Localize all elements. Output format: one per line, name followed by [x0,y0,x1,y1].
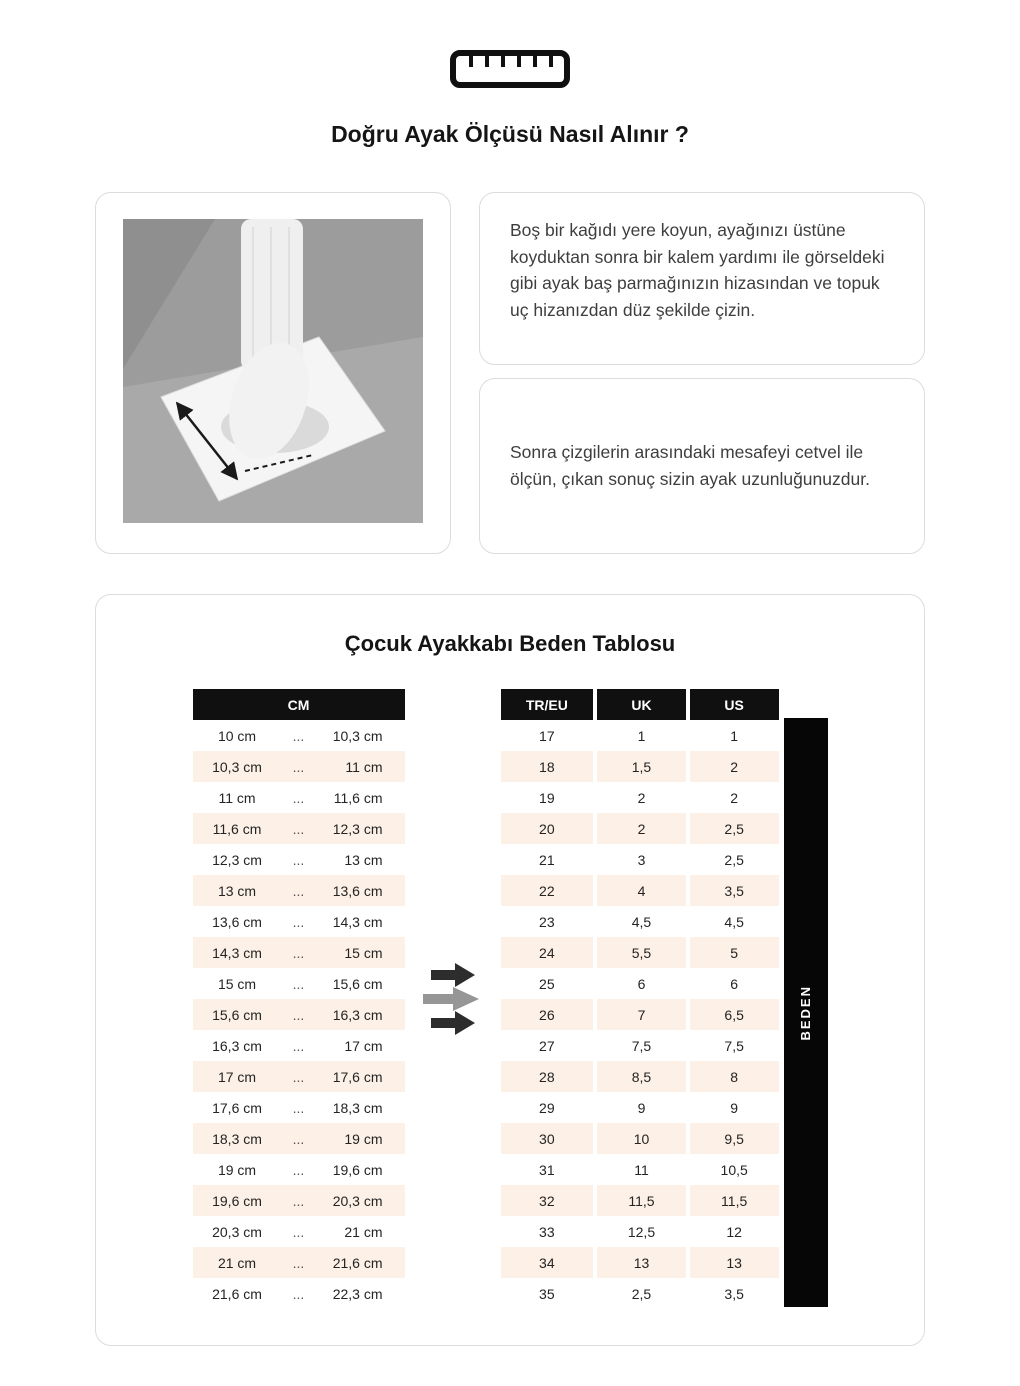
table-cell: 18 [501,751,594,782]
table-cell: 19 cm [315,1123,404,1154]
table-cell: ... [282,751,316,782]
table-cell: 13 cm [344,851,383,868]
table-cell: 1,5 [593,751,686,782]
table-cell: 15 cm [217,975,257,992]
table-cell: 7,5 [593,1030,686,1061]
table-cell: 8,5 [593,1061,686,1092]
table-row [501,1123,779,1154]
table-cell: 7,5 [686,1030,779,1061]
table-row [501,1185,779,1216]
table-row [501,1247,779,1278]
instruction-card-1 [479,192,925,365]
table-row [501,813,779,844]
table-cell: 13 [686,1247,779,1278]
table-cell: 19 [539,789,555,806]
table-row [193,813,405,844]
beden-label: BEDEN [798,984,813,1041]
table-cell: 2,5 [686,844,779,875]
table-cell: 16,3 cm [212,1037,262,1054]
table-cell: 8 [686,1061,779,1092]
table-row [501,906,779,937]
table-row [193,968,405,999]
table-cell: ... [282,1185,316,1216]
instruction-text-column [479,192,925,554]
table-cell: ... [282,1247,316,1278]
table-cell: 4,5 [593,906,686,937]
table-cell: 27 [539,1037,555,1054]
table-cell: 2 [593,813,686,844]
table-cell: 5,5 [593,937,686,968]
table-cell: 13 cm [193,875,282,906]
table-cell: ... [292,1285,305,1302]
table-cell: 26 [501,999,594,1030]
table-row [501,968,779,999]
table-row [193,720,405,751]
table-cell: 22,3 cm [332,1285,383,1302]
table-cell: 19,6 cm [332,1161,383,1178]
size-table-header-tr-eu: TR/EU [501,689,594,720]
table-cell: 2,5 [686,813,779,844]
table-cell: 15,6 cm [193,999,282,1030]
table-cell: 1 [593,720,686,751]
table-cell: 12,3 cm [212,851,262,868]
table-row [501,1061,779,1092]
table-cell: 1 [686,720,779,751]
instruction-card-2 [479,378,925,554]
table-cell: ... [292,913,305,930]
table-cell: 17,6 cm [212,1099,262,1116]
table-cell: 5 [686,937,779,968]
table-cell: 11,6 cm [333,789,383,806]
ruler-icon [449,48,571,95]
table-cell: 10 [593,1123,686,1154]
table-cell: ... [282,875,316,906]
table-cell: 23 [539,913,555,930]
table-cell: 18,3 cm [332,1099,383,1116]
table-row [501,720,779,751]
table-cell: 10 cm [217,727,257,744]
table-cell: 13 [593,1247,686,1278]
table-row [193,1030,405,1061]
table-cell: 6 [593,968,686,999]
table-row [501,875,779,906]
table-cell: 6 [686,968,779,999]
table-cell: 7 [593,999,686,1030]
table-cell: 11,6 cm [193,813,282,844]
table-cell: ... [292,1161,305,1178]
table-cell: 11,5 [593,1185,686,1216]
table-cell: 6,5 [686,999,779,1030]
table-cell: 17 [539,727,555,744]
table-cell: 15,6 cm [332,975,383,992]
foot-measurement-photo-card [95,192,451,554]
instruction-step-1: Boş bir kağıdı yere koyun, ayağınızı üstüne koyduktan sonra bir kalem yardımı ile görseldeki gibi ayak baş parmağınızın hizasından ve topuk uç hizanızdan düz şekilde çizin. [510,220,885,320]
table-row [193,1061,405,1092]
table-cell: 18,3 cm [193,1123,282,1154]
table-row [193,1216,405,1247]
instruction-section [95,192,925,554]
table-cell: ... [292,727,305,744]
table-cell: 21,6 cm [315,1247,404,1278]
table-cell: 2 [686,782,779,813]
table-row [193,782,405,813]
table-cell: 14,3 cm [193,937,282,968]
table-cell: 21 cm [193,1247,282,1278]
table-row [193,999,405,1030]
table-cell: ... [282,1123,316,1154]
table-cell: 11 cm [218,789,256,806]
table-cell: 15 cm [315,937,404,968]
table-row [501,1092,779,1123]
table-cell: ... [292,1037,305,1054]
table-cell: ... [282,999,316,1030]
table-cell: 21,6 cm [212,1285,262,1302]
table-cell: 21 [539,851,555,868]
table-cell: 20 [501,813,594,844]
table-cell: 12,3 cm [315,813,404,844]
table-row [193,937,405,968]
table-cell: ... [282,813,316,844]
size-table-card [95,594,925,1346]
table-row [501,1278,779,1309]
table-cell: 20,3 cm [315,1185,404,1216]
measure-guide-header [95,48,925,148]
table-cell: 10,3 cm [332,727,383,744]
table-cell: 3,5 [686,875,779,906]
instruction-step-2: Sonra çizgilerin arasındaki mesafeyi cetvel ile ölçün, çıkan sonuç sizin ayak uzunluğunuzdur. [510,442,870,489]
table-cell: 33 [539,1223,555,1240]
table-row [501,999,779,1030]
beden-vertical-label-bar [784,718,828,1307]
table-row [193,1247,405,1278]
table-cell: ... [292,975,305,992]
table-cell: 4 [593,875,686,906]
table-cell: 24 [501,937,594,968]
table-cell: ... [292,1099,305,1116]
table-cell: 4,5 [686,906,779,937]
table-cell: 11,5 [686,1185,779,1216]
table-cell: 30 [501,1123,594,1154]
table-cell: 13,6 cm [315,875,404,906]
table-cell: 9,5 [686,1123,779,1154]
table-row [193,1092,405,1123]
table-cell: 25 [539,975,555,992]
table-cell: 19 cm [217,1161,257,1178]
size-table-header-us: US [686,689,779,720]
table-cell: 21 cm [344,1223,383,1240]
table-row [193,751,405,782]
table-row [501,937,779,968]
table-row [501,844,779,875]
table-cell: 17,6 cm [315,1061,404,1092]
table-cell: 29 [539,1099,555,1116]
table-cell: ... [282,1061,316,1092]
table-cell: 17 cm [344,1037,383,1054]
table-cell: 16,3 cm [315,999,404,1030]
cm-table [193,689,405,1309]
table-row [193,1154,405,1185]
size-conversion-table [501,689,779,1309]
size-table-title: Çocuk Ayakkabı Beden Tablosu [344,631,676,656]
table-cell: 11 cm [315,751,404,782]
table-cell: 12,5 [593,1216,686,1247]
table-cell: ... [292,789,305,806]
table-cell: 34 [501,1247,594,1278]
table-row [193,1123,405,1154]
table-cell: 32 [501,1185,594,1216]
table-cell: 9 [593,1092,686,1123]
table-cell: ... [282,937,316,968]
table-row [501,782,779,813]
table-cell: ... [292,851,305,868]
table-cell: ... [292,1223,305,1240]
table-cell: 35 [539,1285,555,1302]
table-row [193,906,405,937]
table-cell: 10,3 cm [193,751,282,782]
table-cell: 2 [593,782,686,813]
table-row [193,1278,405,1309]
table-cell: 20,3 cm [212,1223,262,1240]
table-cell: 3 [593,844,686,875]
table-row [193,875,405,906]
table-cell: 10,5 [686,1154,779,1185]
table-cell: 14,3 cm [332,913,383,930]
size-table-header-uk: UK [593,689,686,720]
table-cell: 11 [593,1154,686,1185]
table-cell: 2 [686,751,779,782]
table-row [193,844,405,875]
table-row [501,1154,779,1185]
table-cell: 19,6 cm [193,1185,282,1216]
page-title: Doğru Ayak Ölçüsü Nasıl Alınır ? [331,121,689,147]
size-tables-layout [96,689,924,1309]
table-cell: 12 [686,1216,779,1247]
table-cell: 17 cm [193,1061,282,1092]
cm-table-header: CM [193,689,405,720]
table-cell: 2,5 [593,1278,686,1309]
table-cell: 9 [686,1092,779,1123]
table-cell: 28 [501,1061,594,1092]
table-row [501,1216,779,1247]
transfer-arrows-icon [405,961,501,1037]
table-row [193,1185,405,1216]
table-cell: 13,6 cm [212,913,262,930]
table-cell: 31 [539,1161,555,1178]
table-row [501,1030,779,1061]
foot-measurement-illustration [123,219,423,528]
table-cell: 22 [501,875,594,906]
table-cell: 3,5 [686,1278,779,1309]
table-row [501,751,779,782]
